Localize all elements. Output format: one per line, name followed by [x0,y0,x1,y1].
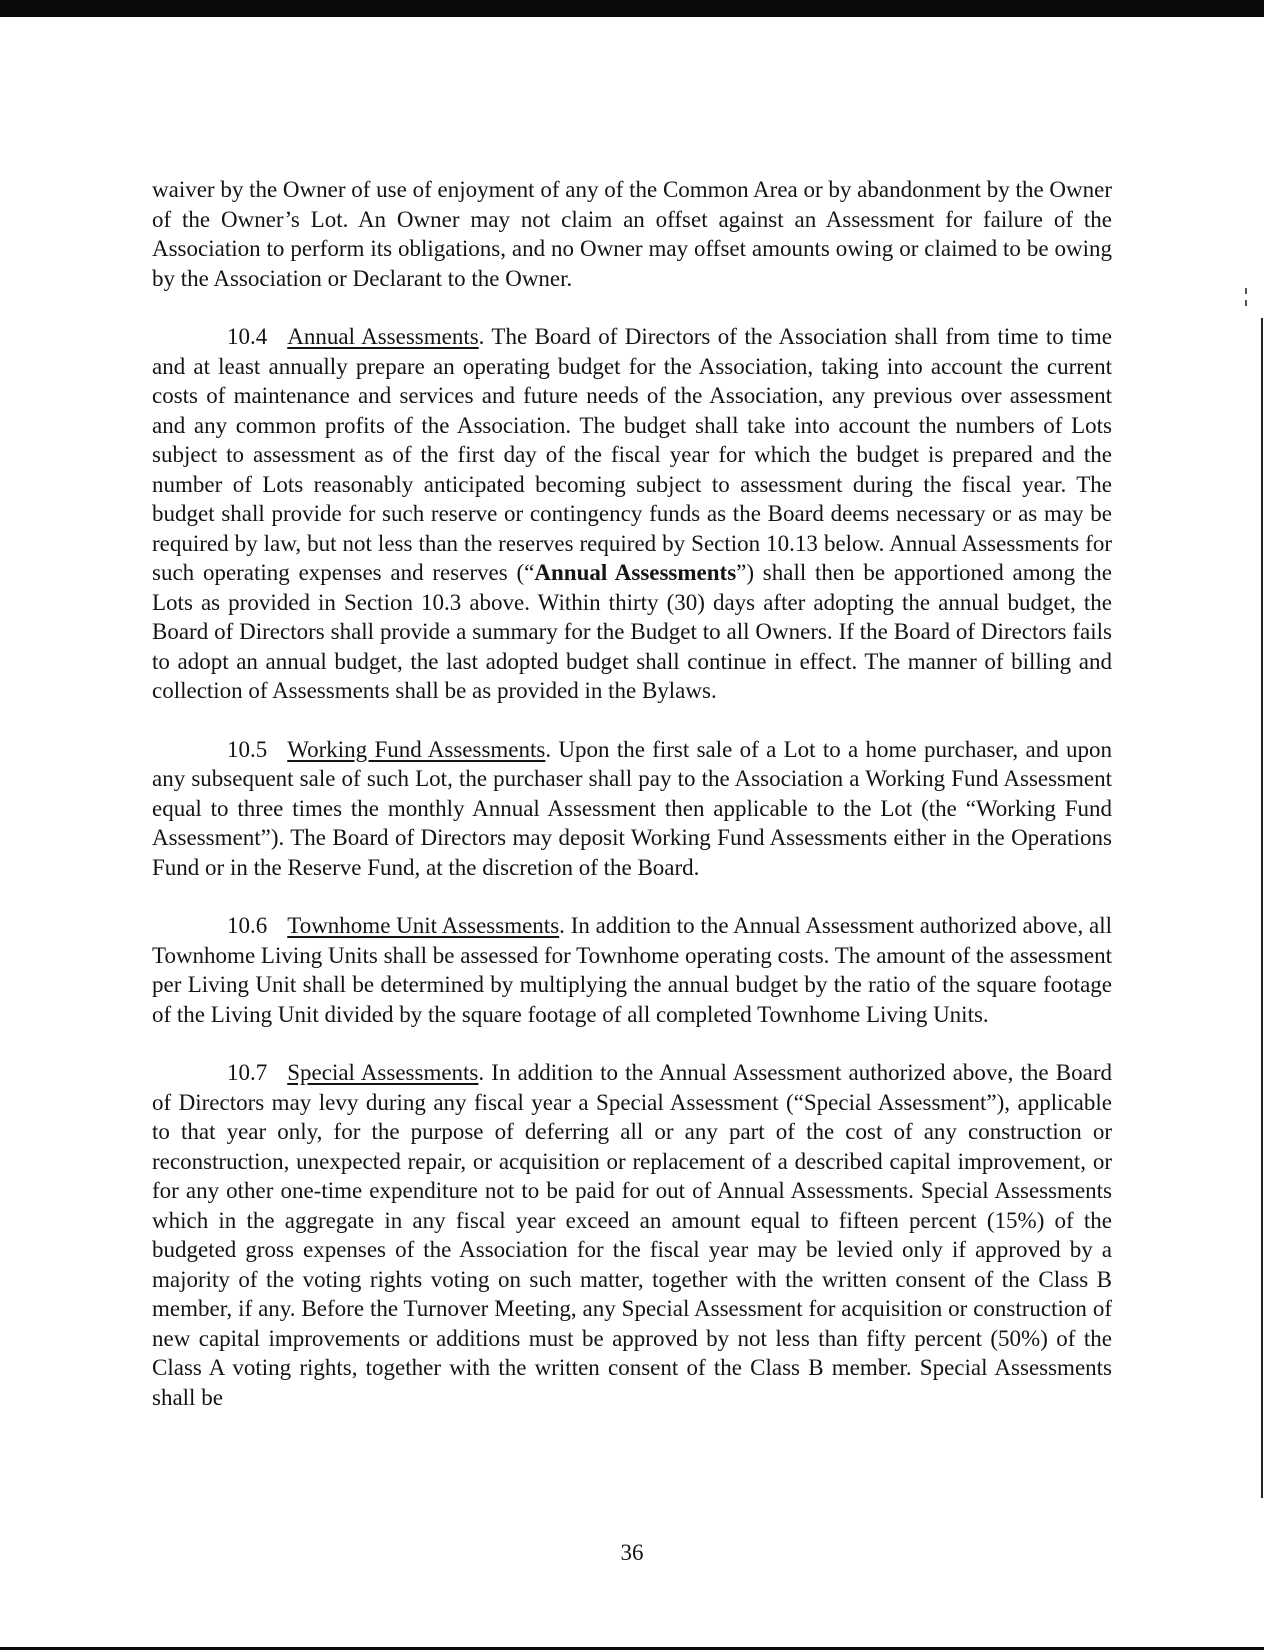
section-heading: Townhome Unit Assessments [287,913,560,938]
section-number: 10.6 [227,913,268,938]
section-heading: Special Assessments [287,1060,479,1085]
section-10-4 [152,322,1112,706]
page-number: 36 [620,1540,644,1565]
document-body [152,175,1112,1441]
section-text: . In addition to the Annual Assessment authorized above, all Townhome Living Units shall be assessed for Townhome operating costs. The amount of the assessment per Living Unit shall be determined by multiplying the annual budget by the ratio of the square footage of the Living Unit divided by the square footage of all completed Townhome Living Units. [152,913,1112,1027]
section-number: 10.7 [227,1060,268,1085]
section-number: 10.5 [227,736,268,762]
section-10-6 [152,911,1112,1029]
scan-edge-tick [1245,300,1247,306]
section-heading: Working Fund Assessments [287,736,546,762]
intro-text: waiver by the Owner of use of enjoyment of any of the Common Area or by abandonment by the Owner of the Owner’s Lot. An Owner may not claim an offset against an Assessment for failure of the Association to perform its obligations, and no Owner may offset amounts owing or claimed to be owing by the Association or Declarant to the Owner. [152,177,1112,291]
scan-edge-tick [1245,288,1247,294]
section-heading: Annual Assessments [287,324,479,349]
section-number: 10.4 [227,324,268,349]
scan-top-border [0,0,1264,17]
section-10-7 [152,1058,1112,1412]
section-text: . In addition to the Annual Assessment authorized above, the Board of Directors may levy during any fiscal year a Special Assessment (“Special Assessment”), applicable to that year only, for the purpose of deferring all or any part of the cost of any construction or reconstruction, unexpected repair, or acquisition or replacement of a described capital improvement, or for any other one-time expenditure not to be paid for out of Annual Assessments. Special Assessments which in the aggregate in any fiscal year exceed an amount equal to fifteen percent (15%) of the budgeted gross expenses of the Association for the fiscal year may be levied only if approved by a majority of the voting rights voting on such matter, together with the written consent of the Class B member, if any. Before the Turnover Meeting, any Special Assessment for acquisition or construction of new capital improvements or additions must be approved by not less than fifty percent (50%) of the Class A voting rights, together with the written consent of the Class B member. Special Assessments shall be [152,1060,1112,1410]
intro-paragraph [152,175,1112,293]
section-text: . Upon the first sale of a Lot to a home purchaser, and upon any subsequent sale of such Lot, the purchaser shall pay to the Association a Working Fund Assessment equal to three times the monthly Annual Assessment then applicable to the Lot (the “Working Fund Assessment”). The Board of Directors may deposit Working Fund Assessments either in the Operations Fund or in the Reserve Fund, at the discretion of the Board. [152,736,1113,880]
defined-term: Annual Assessments [534,560,737,585]
scan-right-edge-mark [1261,318,1263,1498]
section-text-continued: ”) shall then be apportioned among the Lots as provided in Section 10.3 above. Within thirty (30) days after adopting the annual budget, the Board of Directors shall provide a summary for the Budget to all Owners. If the Board of Directors fails to adopt an annual budget, the last adopted budget shall continue in effect. The manner of billing and collection of Assessments shall be as provided in the Bylaws. [152,560,1113,703]
section-text: . The Board of Directors of the Association shall from time to time and at least annually prepare an operating budget for the Association, taking into account the current costs of maintenance and services and future needs of the Association, any previous over assessment and any common profits of the Association. The budget shall take into account the numbers of Lots subject to assessment as of the first day of the fiscal year for which the budget is prepared and the number of Lots reasonably anticipated becoming subject to assessment during the fiscal year. The budget shall provide for such reserve or contingency funds as the Board deems necessary or as may be required by law, but not less than the reserves required by Section 10.13 below. Annual Assessments for such operating expenses and reserves (“ [152,324,1113,585]
section-10-5 [152,735,1112,883]
